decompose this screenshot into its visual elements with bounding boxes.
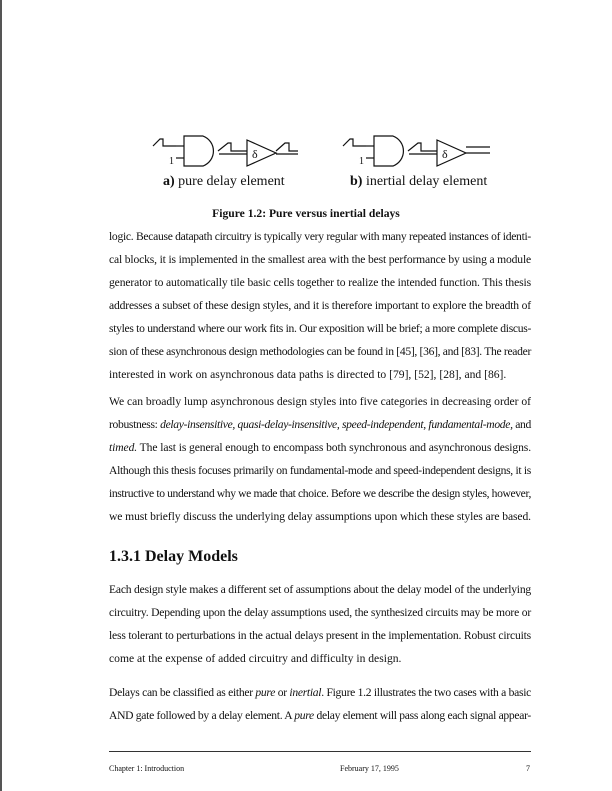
subcaption-a-text: pure delay element	[174, 174, 285, 189]
text-line	[109, 583, 531, 598]
text-line-content	[109, 510, 531, 524]
subcaption-a	[163, 174, 285, 190]
text-segment: We can broadly lump asynchronous design styles into five categories in decreasing order of	[109, 395, 531, 408]
text-line-content	[109, 253, 531, 267]
text-line	[109, 230, 531, 245]
gate-output-pulse-icon	[408, 143, 437, 151]
figure-caption: Figure 1.2: Pure versus inertial delays	[212, 207, 400, 220]
input-pulse-icon	[343, 139, 366, 146]
text-line	[109, 322, 531, 337]
text-line	[109, 441, 531, 456]
text-segment: The last is general enough to encompass both synchronous and asynchronous designs.	[137, 441, 531, 454]
text-segment: Each design style makes a different set of assumptions about the delay model of the underlying	[109, 583, 531, 596]
text-segment: addresses a subset of these design styles, and it is therefore important to explore the breadth of	[109, 299, 531, 312]
text-line-content	[109, 441, 531, 455]
text-line-content	[109, 230, 531, 244]
text-line-content	[109, 395, 531, 409]
output-pulse-icon	[276, 143, 298, 151]
footer-rule	[109, 751, 531, 752]
text-line-content	[109, 368, 506, 382]
text-segment: or	[275, 686, 290, 699]
text-segment: we must briefly discuss the underlying delay assumptions upon which these styles are based.	[109, 510, 531, 523]
text-line-content	[109, 345, 531, 359]
text-line	[109, 629, 531, 644]
input-label: 1	[169, 156, 174, 167]
text-line-content	[109, 464, 531, 478]
text-segment: styles to understand where our work fits in. Our exposition will be brief; a more complete discus-	[109, 322, 531, 335]
text-line-content	[109, 606, 531, 620]
italic-term: delay-insensitive, quasi-delay-insensitive, speed-independent, fundamental-mode,	[160, 418, 513, 431]
text-line	[109, 686, 531, 701]
text-line	[109, 253, 531, 268]
section-heading: 1.3.1 Delay Models	[109, 548, 238, 565]
text-line-content	[109, 322, 531, 336]
subcaption-b	[350, 174, 487, 190]
circuit-a	[153, 136, 298, 166]
text-segment: circuitry. Depending upon the delay assumptions used, the synthesized circuits may be more or	[109, 606, 531, 619]
italic-term: pure	[294, 709, 314, 722]
text-line-content	[109, 652, 401, 666]
text-segment: delay element will pass along each signal appear-	[313, 709, 531, 722]
text-segment: Although this thesis focuses primarily on fundamental-mode and speed-independent designs, it is	[109, 464, 531, 477]
gate-output-pulse-icon	[218, 143, 247, 151]
text-line	[109, 709, 531, 724]
text-line-content	[109, 418, 531, 432]
italic-term: pure	[255, 686, 276, 699]
text-line	[109, 345, 531, 360]
footer-date: February 17, 1995	[340, 764, 399, 773]
subcaption-b-text: inertial delay element	[362, 174, 488, 189]
delta-label: δ	[252, 147, 258, 161]
text-segment: and	[512, 418, 531, 431]
text-line	[109, 652, 531, 667]
text-line-content	[109, 487, 531, 501]
figure-diagram	[0, 0, 612, 200]
text-line-content	[109, 629, 531, 643]
text-segment: logic. Because datapath circuitry is typically very regular with many repeated instances of identi-	[109, 230, 531, 243]
text-segment: interested in work on asynchronous data paths is directed to [79], [52], [28], and [86].	[109, 368, 507, 381]
text-line-content	[109, 299, 531, 313]
text-segment: cal blocks, it is implemented in the smallest area with the best performance by using a module	[109, 253, 531, 266]
text-line	[109, 487, 531, 502]
input-label: 1	[359, 156, 364, 167]
delta-label: δ	[442, 147, 448, 161]
text-segment: less tolerant to perturbations in the actual delays present in the implementation. Robust circuits	[109, 629, 531, 642]
italic-term: timed.	[109, 441, 138, 454]
footer-chapter: Chapter 1: Introduction	[109, 764, 185, 773]
text-line-content	[109, 686, 531, 700]
text-line-content	[109, 276, 531, 290]
text-segment: sion of these asynchronous design methodologies can be found in [45], [36], and [83]. The reader	[109, 345, 531, 358]
text-line	[109, 510, 531, 525]
text-line	[109, 418, 531, 433]
text-line	[109, 606, 531, 621]
circuit-b	[343, 136, 490, 166]
text-segment: robustness:	[109, 418, 161, 431]
text-segment: generator to automatically tile basic cells together to realize the intended function. This thesis	[109, 276, 531, 289]
text-segment: . Figure 1.2 illustrates the two cases with a basic	[321, 686, 532, 699]
text-segment: instructive to understand why we made that choice. Before we describe the design styles, however,	[109, 487, 531, 500]
text-line-content	[109, 709, 531, 723]
subcaption-b-letter: b)	[350, 174, 363, 189]
text-segment: Delays can be classified as either	[109, 686, 256, 699]
subcaption-a-letter: a)	[163, 174, 175, 189]
text-line	[109, 299, 531, 314]
page-number: 7	[526, 764, 530, 773]
text-line	[109, 276, 531, 291]
text-line-content	[109, 583, 531, 597]
and-gate-icon	[374, 136, 403, 166]
italic-term: inertial	[289, 686, 322, 699]
text-line	[109, 464, 531, 479]
input-pulse-icon	[153, 139, 176, 146]
text-line	[109, 368, 531, 383]
text-segment: come at the expense of added circuitry and difficulty in design.	[109, 652, 402, 665]
and-gate-icon	[184, 136, 213, 166]
text-line	[109, 395, 531, 410]
text-segment: AND gate followed by a delay element. A	[109, 709, 295, 722]
